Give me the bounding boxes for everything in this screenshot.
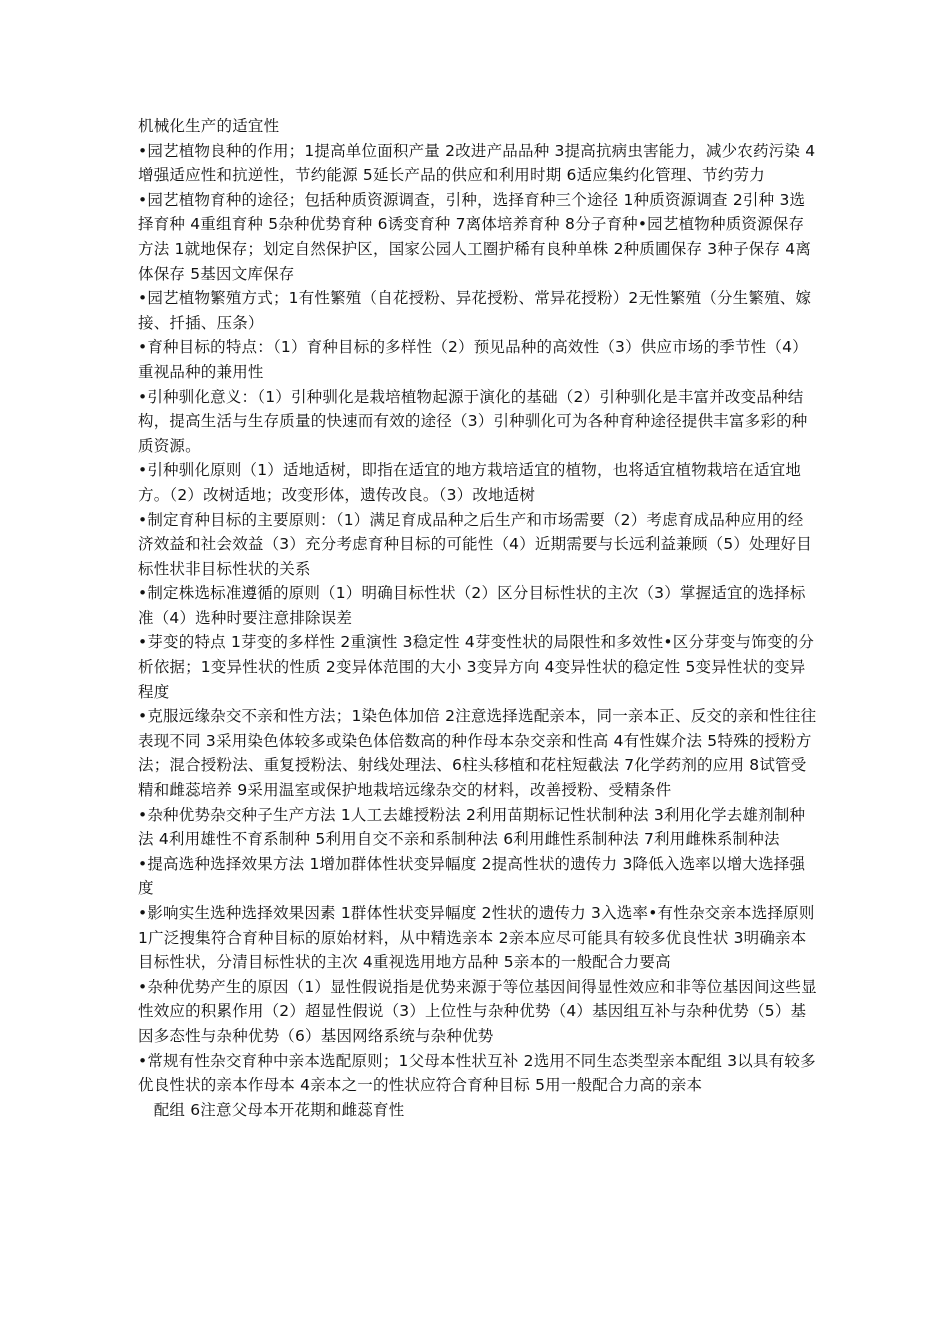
- paragraph-5: •育种目标的特点：（1）育种目标的多样性（2）预见品种的高效性（3）供应市场的季节性（4）重视品种的兼用性: [138, 338, 808, 381]
- paragraph-14: •影响实生选种选择效果因素 1群体性状变异幅度 2性状的遗传力 3入选率•有性杂交亲本选择原则 1广泛搜集符合育种目标的原始材料，从中精选亲本 2亲本应尽可能具有较多优良性状 3明确亲本目标性状，分清目标性状的主次 4重视选用地方品种 5亲本的一般配合力要高: [138, 904, 815, 972]
- paragraph-7: •引种驯化原则（1）适地适树，即指在适宜的地方栽培适宜的植物，也将适宜植物栽培在适宜地方。（2）改树适地；改变形体，遗传改良。（3）改地适树: [138, 461, 802, 504]
- paragraph-9: •制定株选标准遵循的原则（1）明确目标性状（2）区分目标性状的主次（3）掌握适宜的选择标准（4）选种时要注意排除误差: [138, 584, 806, 627]
- paragraph-8: •制定育种目标的主要原则：（1）满足育成品种之后生产和市场需要（2）考虑育成品种应用的经济效益和社会效益（3）充分考虑育种目标的可能性（4）近期需要与长远利益兼顾（5）处理好目标性状非目标性状的关系: [138, 510, 812, 578]
- paragraph-2: •园艺植物良种的作用；1提高单位面积产量 2改进产品品种 3提高抗病虫害能力，减少农药污染 4增强适应性和抗逆性，节约能源 5延长产品的供应和利用时期 6适应集约化管理、节约劳力: [138, 141, 816, 185]
- paragraph-16: •常规有性杂交育种中亲本选配原则；1父母本性状互补 2选用不同生态类型亲本配组 3以具有较多优良性状的亲本作母本 4亲本之一的性状应符合育种目标 5用一般配合力高的亲本: [138, 1051, 816, 1095]
- paragraph-6: •引种驯化意义：（1）引种驯化是栽培植物起源于演化的基础（2）引种驯化是丰富并改变品种结构，提高生活与生存质量的快速而有效的途径（3）引种驯化可为各种育种途径提供丰富多彩的种质资源。: [138, 387, 808, 455]
- paragraph-1: 机械化生产的适宜性: [138, 117, 280, 135]
- paragraph-12: •杂种优势杂交种子生产方法 1人工去雄授粉法 2利用苗期标记性状制种法 3利用化学去雄剂制种法 4利用雄性不育系制种 5利用自交不亲和系制种法 6利用雌性系制种法 7利用雌株系制种法: [138, 805, 806, 849]
- paragraph-11: •克服远缘杂交不亲和性方法；1染色体加倍 2注意选择选配亲本，同一亲本正、反交的亲和性往往表现不同 3采用染色体较多或染色体倍数高的种作母本杂交亲和性高 4有性媒介法 5特殊的授粉方法；混合授粉法、重复授粉法、射线处理法、6柱头移植和花柱短截法 7化学药剂的应用 8试管受精和雌蕊培养 9采用温室或保护地栽培远缘杂交的材料，改善授粉、受精条件: [138, 707, 817, 800]
- paragraph-13: •提高选种选择效果方法 1增加群体性状变异幅度 2提高性状的遗传力 3降低入选率以增大选择强度: [138, 854, 806, 898]
- paragraph-4: •园艺植物繁殖方式；1有性繁殖（自花授粉、异花授粉、常异花授粉）2无性繁殖（分生繁殖、嫁接、扦插、压条）: [138, 289, 812, 332]
- paragraph-10: •芽变的特点 1芽变的多样性 2重演性 3稳定性 4芽变性状的局限性和多效性•区分芽变与饰变的分析依据；1变异性状的性质 2变异体范围的大小 3变异方向 4变异性状的稳定性 5变异性状的变异程度: [138, 633, 815, 701]
- paragraph-17: 配组 6注意父母本开花期和雌蕊育性: [138, 1100, 405, 1119]
- paragraph-15: •杂种优势产生的原因（1）显性假说指是优势来源于等位基因间得显性效应和非等位基因间这些显性效应的积累作用（2）超显性假说（3）上位性与杂种优势（4）基因组互补与杂种优势（5）基因多态性与杂种优势（6）基因网络系统与杂种优势: [138, 977, 817, 1045]
- paragraph-3: •园艺植物育种的途径；包括种质资源调查，引种，选择育种三个途径 1种质资源调查 2引种 3选择育种 4重组育种 5杂种优势育种 6诱变育种 7离体培养育种 8分子育种•园艺植物种质资源保存方法 1就地保存；划定自然保护区，国家公园人工圈护稀有良种单株 2种质圃保存 3种子保存 4离体保存 5基因文库保存: [138, 190, 812, 283]
- document-body: [138, 114, 818, 1122]
